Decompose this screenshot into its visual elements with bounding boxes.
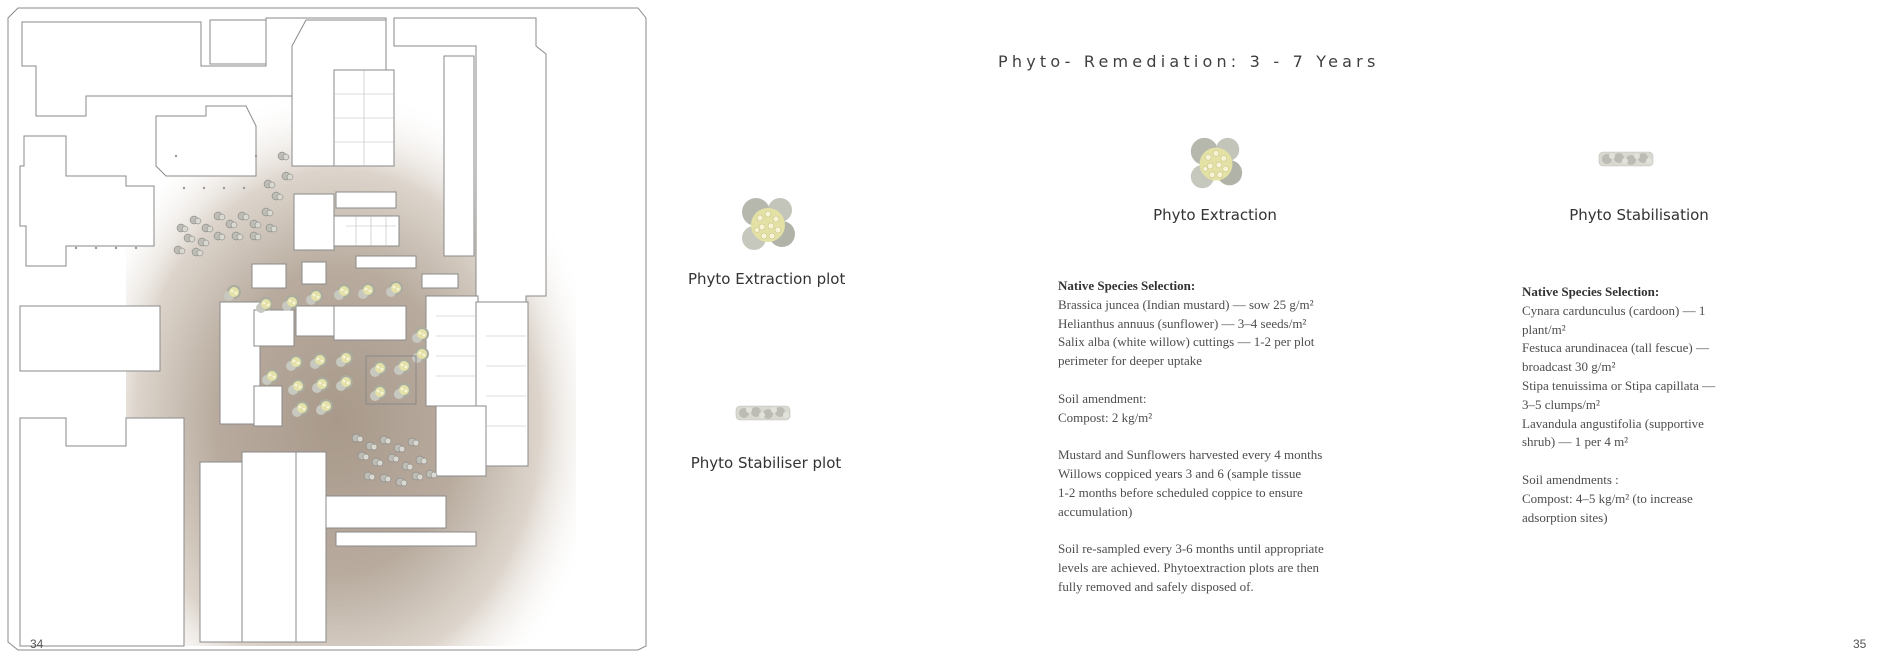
page-number-left: 34: [30, 637, 44, 651]
stabilisation-species-line: 3–5 clumps/m²: [1522, 396, 1600, 412]
extraction-soil-line: Compost: 2 kg/m²: [1058, 409, 1153, 425]
phyto-extraction-plot-icon: [734, 194, 802, 258]
extraction-species-line: Brassica juncea (Indian mustard) — sow 25 g/m²: [1058, 296, 1314, 312]
site-plan-drawing: [6, 6, 650, 651]
extraction-harvest-line: Mustard and Sunflowers harvested every 4 months: [1058, 447, 1323, 463]
phyto-extraction-icon: [1183, 134, 1249, 196]
stabilisation-heading: Phyto Stabilisation: [1569, 206, 1709, 224]
phyto-stabilisation-icon: [1597, 148, 1655, 170]
extraction-harvest-line: 1-2 months before scheduled coppice to ensure: [1058, 484, 1303, 500]
extraction-species-line: perimeter for deeper uptake: [1058, 353, 1203, 369]
extraction-species-heading: Native Species Selection:: [1058, 278, 1196, 293]
legend-stabiliser-label: Phyto Stabiliser plot: [690, 454, 842, 472]
stabilisation-soil-line: Soil amendments :: [1522, 471, 1619, 487]
stabilisation-species-line: Stipa tenuissima or Stipa capillata —: [1522, 377, 1716, 393]
extraction-harvest-line: accumulation): [1058, 503, 1133, 519]
extraction-harvest-line: Willows coppiced years 3 and 6 (sample tissue: [1058, 465, 1302, 481]
extraction-heading: Phyto Extraction: [1153, 206, 1277, 224]
extraction-resample-line: fully removed and safely disposed of.: [1058, 578, 1254, 594]
extraction-text: [1058, 277, 1324, 615]
extraction-resample-line: Soil re-sampled every 3-6 months until appropriate: [1058, 541, 1324, 557]
page-title: Phyto- Remediation: 3 - 7 Years: [998, 52, 1380, 71]
stabilisation-species-line: Cynara cardunculus (cardoon) — 1: [1522, 302, 1706, 318]
stabilisation-species-heading: Native Species Selection:: [1522, 284, 1660, 299]
page-number-right: 35: [1853, 637, 1867, 651]
legend-extraction-label: Phyto Extraction plot: [688, 270, 846, 288]
stabilisation-text: [1522, 283, 1715, 546]
stabilisation-species-line: Festuca arundinacea (tall fescue) —: [1522, 340, 1709, 356]
phyto-stabiliser-plot-icon: [734, 402, 792, 424]
stabilisation-soil-line: adsorption sites): [1522, 509, 1608, 525]
site-plan: [6, 6, 650, 651]
extraction-species-line: Salix alba (white willow) cuttings — 1-2 per plot: [1058, 334, 1315, 350]
stabilisation-species-line: plant/m²: [1522, 321, 1566, 337]
extraction-resample-line: levels are achieved. Phytoextraction plots are then: [1058, 559, 1319, 575]
extraction-species-line: Helianthus annuus (sunflower) — 3–4 seeds/m²: [1058, 315, 1307, 331]
stabilisation-soil-line: Compost: 4–5 kg/m² (to increase: [1522, 490, 1693, 506]
stabilisation-species-line: broadcast 30 g/m²: [1522, 359, 1616, 375]
extraction-soil-line: Soil amendment:: [1058, 390, 1147, 406]
stabilisation-species-line: shrub) — 1 per 4 m²: [1522, 434, 1629, 450]
stabilisation-species-line: Lavandula angustifolia (supportive: [1522, 415, 1704, 431]
